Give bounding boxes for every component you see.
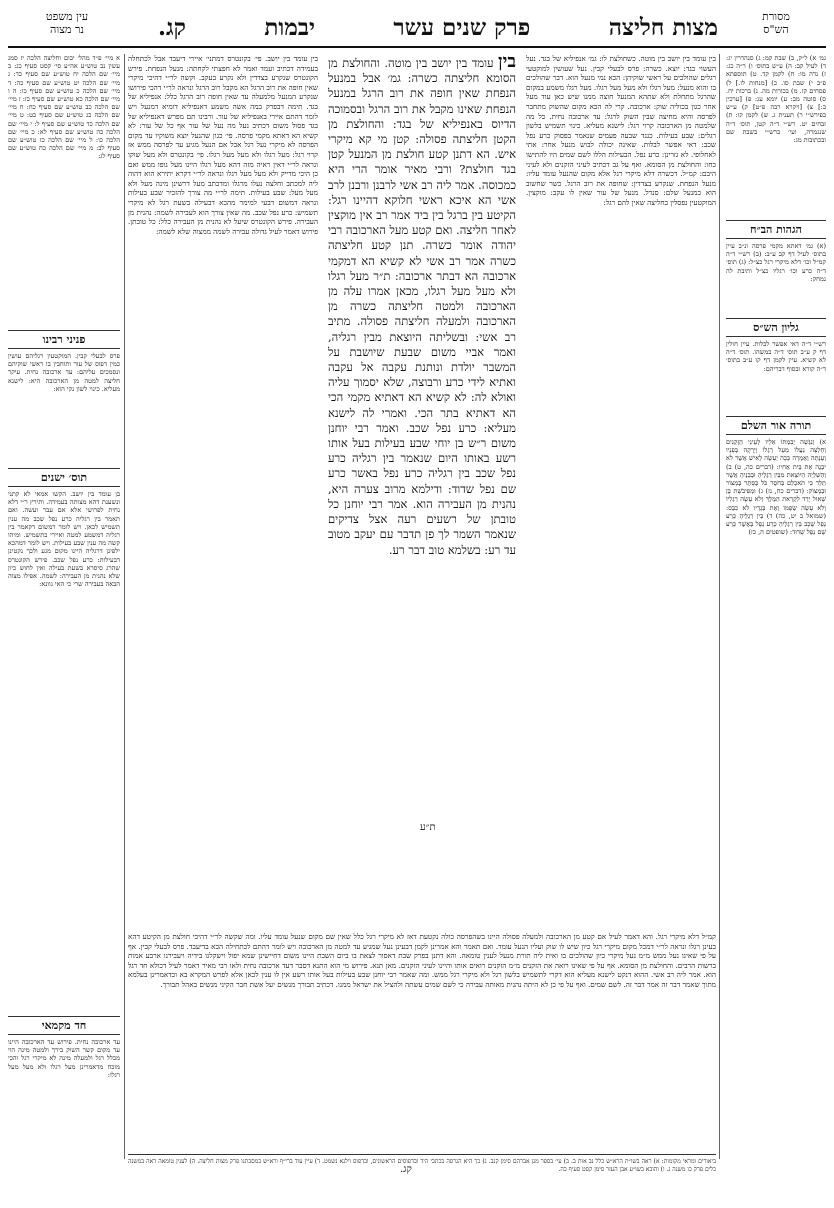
masoret-heading-line1: מסורת xyxy=(762,10,790,23)
title-mitzvat-chalitzah: מצות חליצה xyxy=(608,14,718,41)
gemara-lead-word: בין xyxy=(498,54,516,72)
running-title xyxy=(158,10,718,50)
masoret-hashas-text: גמ׳ א) ל״ק, ב) שבת קמ: ג) סנהדרין יג: ד) לעיל קב: ה) ע״ש בתוס׳ ו) ר״ה כג: ז) נדה מו: ח) לקמן קד. ט) תוספתא פ״ב י) שבת סו. כ) [מנחות לו.] ל) פסחים קז. מ) בכורות מה. נ) ברכות יח. ס) סוטה מב: ע) יומא עג: פ) [ערכין ב:] צ) [ויקרא רבה פ״ט] ק) ע״ש בפירש״י ר) תענית ג. ש) לקמן קו: ת) זבחים יט. רש״י ד״ה קטן, תוס׳ ד״ה שנגמרה, ועי׳ ברש״י בשבת שם ובכתובות מג: xyxy=(726,54,826,145)
torah-or-title: תורה אור השלם xyxy=(726,416,826,435)
bottom-commentary: קמ״ל דלא מיקרי רגל. והא דאמר לעיל אם קטע מן הארכובה ולמעלה פסולה היינו בשהפרסה כולה נקטעת דאז לא מיקרי רגל כלל שאין שם מקום שנעל עומד עליו. ומה שקשה לר״י דהיכי חולצת מן הקיטע דהא בעינן רגלו ונראה לר״י דמכל מקום מיקרי רגל כיון שיש לו שוק ועליו הנעל עומד. ואם תאמר והא אמרינן לקמן דבעינן נעל שמגיע עד למטה מן הארכובה ויש לומר דהתם לכתחילה הכא בדיעבד. פרס לבעלי קבין. אף על פי שאינו נעל ממש מ״מ נעל מיקרי כיון שהולכים בו ואית ליה תורת מנעל לענין טומאה. והא דתנן בפרק שבת דאסור לצאת בו ביום השבת היינו משום דחיישינן שמא יפול וישקלנו בידיה ויעבירנו ארבע אמות ברשות הרבים. והחולצת מן הסומא. אף על פי שאינו רואה את הזקנים מ״מ הזקנים רואים אותו והיינו לעיני הזקנים. מאן תנא. פירוש מי הוא התנא דסבר דעד ארכובה נחית ולאו רבי מאיר דאמר לעיל דכולא חד רגל הוא. אמר ליה רב אשי. ההוא דנקט לישנא מעליא הוא דקרי לתשמיש בלשון רגל ולא מיקרי רגל ממש. ומה שאמר רבי יוחנן שבע בעילות בעל אותו רשע אין לו ענין לכאן אלא לפרש המקרא בא וכדאמרינן בעלמא מתוך שאמר דבר זה אמר דבר זה. לשם שמים. ואף על פי כן לא היתה נהנית מאותה עבירה כי לשם שמים עשתה ולהציל את ישראל ממנו. דכתיב תבורך מנשים יעל אשת חבר הקיני מנשים באהל תבורך. xyxy=(128,932,716,989)
title-tractate: יבמות xyxy=(264,14,315,41)
header-divider xyxy=(8,46,826,48)
masoret-heading-line2: הש"ס xyxy=(763,23,789,36)
gilyon-text: רש״י ד״ה דאי אפשר לבלות. עיין חולין דף ק ע״ב תוס׳ ד״ה במשהו. תוס׳ ד״ה לא קשיא. עיין לקמן דף קו ע״ב בתוס׳ ד״ה קורא ובסוף דבריהם: xyxy=(726,340,826,373)
folio-marker: ת״ע xyxy=(420,822,436,833)
ein-mishpat-heading-line2: נר מצוה xyxy=(50,23,84,36)
pninei-text: פרס לבעלי קבין. המוקטעין רגליהם עושין כמין דפוס של עור ותוחבין בו ראשי שוקיהם ונסמכים עליהם: עד ארכובה נחית. עיקר חליצה למטה מן הארכובה היא: לישנא מעליא. כינוי לשון נקי הוא: xyxy=(8,352,120,393)
ein-mishpat-text: א מיי׳ פ״ד מהל׳ יבום וחליצה הלכה יז סמג עשין נב טוש״ע אה״ע סי׳ קסט סעיף כג: ב מיי׳ שם הלכה יח טוש״ע שם סעיף כד: ג מיי׳ שם הלכה יט טוש״ע שם סעיף כה: ד מיי׳ שם הלכה כ טוש״ע שם סעיף כו: ה ו מיי׳ שם הלכה כא טוש״ע שם סעיף כז: ז מיי׳ שם הלכה כב טוש״ע שם סעיף כח: ח מיי׳ שם הלכה כג טוש״ע שם סעיף כט: ט מיי׳ שם הלכה כד טוש״ע שם סעיף ל: י מיי׳ שם הלכה כה טוש״ע שם סעיף לא: כ מיי׳ שם הלכה כו: ל מיי׳ שם הלכה כז טוש״ע שם סעיף לב: מ מיי׳ שם הלכה כח טוש״ע שם סעיף לג: xyxy=(8,54,120,161)
tosafot-yeshanim-text: בן עומד בין יושב. הקשו אמאי לא קתני ונשענת דהא מצותה בעמידה. ותירץ ר״י דלא נחית לפרושי אלא אם עבר ועשה. ואם תאמר בין רגליה כרע נפל שכב מה ענין תשמיש לכאן. ויש לומר דמשום דקאמר בין רגליה דמשמע למטה ואיירי בתשמיש. ומיהו קשה מה ענין שבע בעילות. ויש לומר דמהכא ילפינן דרגליה היינו מקום מגע ולכך נקטינן דבעילות: כרע נפל שכב. פירש הקונטרס שהרג סיסרא בשעת בעילה ואין לחוש כיון שלא נהנית מן העבירה: לשמה. אפילו מצוה הבאה בעבירה שרי כי האי גוונא: xyxy=(8,490,120,589)
rashi-commentary: בין עומד בין יושב בין מוטה. כשחולצת לו: גמ׳ אנפיליא של בגד. נעל העשוי בגד: יוצא. כשרה: פרס לבעלי קבין. נעל שעושין למוקטעי רגלים שהולכים על ראשי שוקיהן: הכא נמי מנעל הוא. דבר שהולכים בו והוא מנעל: מעל רגלו ולא מעל מעל רגלו. מעל רגלו משמע במקום שהרגל מתחלת ולא שתהא המנעל חוצה ממנו שיש כאן עוד מעל אחר כגון בכוליה שוק: ארכובה. קרי לה הכא מקום שהשוק מתחבר לפרסה והיא מחיצה שבין השוק לרגל: עד ארכובה נחית. כל מה שלמטה מן הארכובה קרוי רגל: לישנא מעליא. כינוי תשמיש בלשון רגלים: שבע בעילות. כנגד שבעה פעמים שנאמר בפסוק כרע נפל שכב: דאי אפשר לבלות. שאינה יכולה לבוש מנעל אחר: אתי לאחלופי. לא גזרינן: כרע נפל. הבעילות הללו לשם שמים היו להתישו כחו: והחולצת מן הסומא. ואף על גב דכתיב לעיני הזקנים ולא לעיני היבם: קמ״ל. דכשרה דלא מיקרי רגל אלא מקום שהנעל עומד עליו: מנעל הנפחת. שנקרע בצדדין: שחופה את רוב הרגל. כשר שחשוב הוא כמנעל שלם: סנדל. מנעל של עור שאין לו עקב: מוקצין. המוקטעין נפסלין בחליצה שאין להם רגל: xyxy=(526,54,716,207)
left-margin-column xyxy=(8,54,120,1159)
tosafot-commentary: בין עומד בין יושב. פי׳ בקונטרס דמתני׳ איירי דיעבד אבל לכתחלה בעמידה דכתיב ועמד ואמר לא חפצתי לקחתה: מנעל הנפחת. פירש הקונטרס שנקרע בצדדין ולא נקרע בעקב. וקשה לר״י דהיכי מיקרי שאין חופה את רוב הרגל הא מקבל רוב הרגל ונראה לר״י דהכי פירושו שנקרע המנעל מלמעלה עד שאין חופה רוב הרגל כלל: אנפיליא של בגד. תימה דבפרק במה אשה משמע דאנפיליא דומיא דמנעל ויש לומר דהתם איירי באנפיליא של עור. ורבינו תם מפרש דאנפיליא של בגד פסול משום דכתיב נעל מה נעל של עור אף כל של עור: לא קשיא הא דאתא מקמי פרסה. פי׳ כגון שהנעל יוצא משוקיו עד מקום הפרסה לא מיקרי נעל רגל אבל אם הנעל מגיע עד לפרסה ממש אז קרוי רגל: מעל רגלו ולא מעל מעל רגלו. פי׳ בקונטרס ולא מעל שוקו ונראה לר״י דאין ראיה מזה דהא מעל רגלו היינו מעל גופו ממש ואם כן היכי מדייק ולא מעל מעל רגלו ונראה לר״י דקרא יתירא הוא דהוה ליה למכתב וחלצה נעלו מרגלו ומדכתב מעל דרשינן מינה מעל ולא מעל מעל: שבע בעילות. תימה לר״י מה צורך להזכיר שבע בעילות ונראה דמשום דבעי למימר מהכא דבעילה בשעת רגל לא מיקרי תשמיש: כרע נפל שכב. מה שאין צורך הוא לעבירה לשמה: נהנית מן העבירה. פירש הקונטרס שיעל לא נהנית מן העבירה כלל: כל טובתן. פירוש דאמר לעיל גדולה עבירה לשמה ממצוה שלא לשמה: xyxy=(128,54,318,236)
chad-mikamai-text: עד ארכובה נחית. פירוש עד הארכובה היינו עד מקום קשר השוק בירך ולמטה מינה הוי מכלל רגל ולמעלה מינה לא מיקרי רגל והכי מוכח מדאמרינן מעל רגלו ולא מעל מעל רגלו: xyxy=(8,1038,120,1079)
ein-mishpat-heading-line1: עין משפט xyxy=(45,10,89,23)
hagahot-text: (א) גמ׳ דאתא מקמי פרסה ונ״ב עיין בתוס׳ לעיל דף קב ע״ב: (ב) רש״י ד״ה קמ״ל וכו׳ דלא מיקרי רגל כצ״ל: (ג) תוס׳ ד״ה כרע וכו׳ רגליו כצ״ל ותיבת לה נמחק: xyxy=(726,242,826,283)
ein-mishpat-heading xyxy=(8,10,126,50)
footnotes-text: ביאורים ומראי מקומות: א) ראה בשו״ת הרא״ש כלל נב אות ב. ב) עי׳ בספר מגן אברהם סימן קנב. ג) כך היא הגרסה בכתבי היד ובדפוסים הראשונים, ובדפוס וילנא נשמט. ד) עיין עוד ברי״ף ורא״ש במסכתנו פרק מצות חליצה. ה) לענין טומאה ראה במשנה כלים פרק כו משנה ג. ו) והובא בשו״ע אבן העזר סימן קסט סעיף כה. xyxy=(128,1158,716,1173)
masoret-heading xyxy=(726,10,826,50)
tosafot-yeshanim-title: תוס׳ ישנים xyxy=(8,468,120,487)
gilyon-title: גליון הש״ס xyxy=(726,318,826,337)
pninei-title: פניני רבינו xyxy=(8,330,120,349)
gemara-text xyxy=(328,54,516,854)
footnote-divider xyxy=(128,1154,716,1155)
footer-folio-mark: קג. xyxy=(400,1164,412,1175)
right-margin-column xyxy=(726,54,826,1159)
title-folio: קג. xyxy=(158,14,186,41)
chad-mikamai-title: חד מקמאי xyxy=(8,1016,120,1035)
torah-or-text: א) וְנִגְּשָׁה יְבִמְתּוֹ אֵלָיו לְעֵינֵי הַזְּקֵנִים וְחָלְצָה נַעֲלוֹ מֵעַל רַגְלוֹ וְיָרְקָה בְּפָנָיו וְעָנְתָה וְאָמְרָה כָּכָה יֵעָשֶׂה לָאִישׁ אֲשֶׁר לֹא יִבְנֶה אֶת בֵּית אָחִיו: (דברים כה, ט) ב) וְהַשִּׁלְיָה הַיּוֹצֵאת מִבֵּין רַגְלֶיהָ וּבְבָנֶיהָ אֲשֶׁר תֵּלֵד כִּי תֹאכְלֵם בְּחֹסֶר כֹּל בַּסָּתֶר בְּמָצוֹר וּבְמָצוֹק: (דברים כח, נז) ג) וּמְפִיבֹשֶׁת בֶּן שָׁאוּל יָרַד לִקְרַאת הַמֶּלֶךְ וְלֹא עָשָׂה רַגְלָיו וְלֹא עָשָׂה שְׂפָמוֹ וְאֶת בְּגָדָיו לֹא כִבֵּס: (שמואל ב יט, כה) ד) בֵּין רַגְלֶיהָ כָּרַע נָפַל שָׁכָב בֵּין רַגְלֶיהָ כָּרַע נָפָל בַּאֲשֶׁר כָּרַע שָׁם נָפַל שָׁדוּד: (שופטים ה, כז) xyxy=(726,438,826,537)
right-column-divider xyxy=(719,54,720,1159)
page-header xyxy=(8,10,826,50)
gemara-body: עומד בין יושב בין מוטה. והחולצת מן הסומא חליצתה כשרה: גמ׳ אבל במנעל הנפחת שאין חופה את רוב הרגל במנעל הנפחת שאינו מקבל את רוב הרגל ובסמוכה הדיוס באנפיליא של בגד: והחולצת מן הקטן חליצתה פסולה: קטן מי קא מיקרי איש. הא דתנן קטע חולצת מן המנעל קטן בגד חולצת? ורבי מאיר אומר הרי היא כמכוסה. אמר ליה רב אשי לרבנן ורבנן לרב אשי הא איכא ראשי חלוקא דהיינו רגל: הקיטע בין ברגל בין ביד אמר רב אין מוקצין לאחר חליצה. ואם קטע מעל הארכובה רבי יהודה אומר כשרה. תנן קטע חליצתה כשרה אמר רב אשי לא קשיא הא דמקמי ארכובה הא דבתר ארכובה: ת״ר מעל רגלו ולא מעל מעל רגלו, מכאן אמרו עלה מן הארכובה ולמטה חליצתה כשרה מן הארכובה ולמעלה חליצתה פסולה. מתיב רב אשי: ובשליתה היוצאת מבין רגליה, ואמר אביי משום שבעת שיושבת על המשבר יולדת ונותנת עקבה אל עקבה ואתיא לידי כרע ורבוצה, שלא יסמוך עליה ואולא לה: לא קשיא הא דאתיא מקמי הכי הא דאתיא בתר הכי. ואמרי לה לישנא מעליא: כרע נפל שכב. ואמר רבי יוחנן משום ר״ש בן יוחי שבע בעילות בעל אותו רשע באותו היום שנאמר בין רגליה כרע נפל שכב בין רגליה כרע נפל באשר כרע שם נפל שדוד: ודילמא מרוב צערה היא, נהנית מן העבירה הוא. אמר רבי יוחנן כל טובתן של רשעים רעה אצל צדיקים שנאמר השמר לך פן תדבר עם יעקב מטוב עד רע: בשלמא טוב דבר רע. xyxy=(328,56,516,557)
title-perek: פרק שנים עשר xyxy=(393,14,531,41)
left-column-divider xyxy=(124,54,125,1159)
hagahot-title: הגהות הב״ח xyxy=(726,220,826,239)
